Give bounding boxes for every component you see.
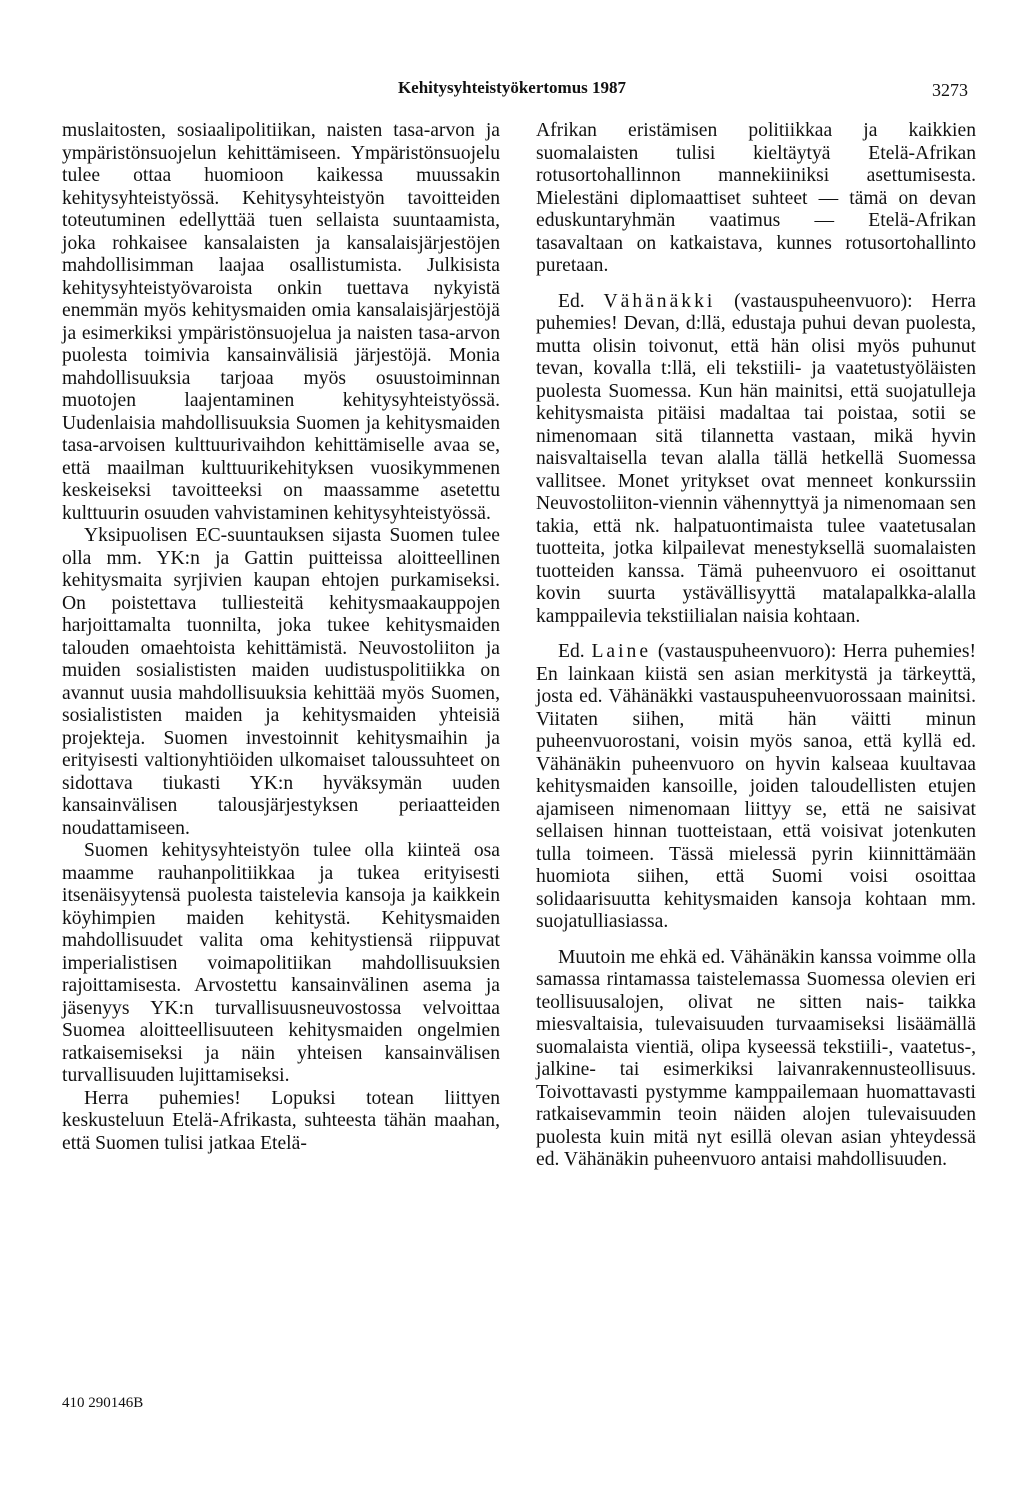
speaker-prefix: Ed. [558,641,585,662]
left-paragraph-3: Suomen kehitysyhteistyön tulee olla kiinteä osa maamme rauhanpolitiikkaa ja tukea erityisesti itsenäisyytensä puolesta taistelevia kansoja ja kaikkein köyhimpien maiden kehitystä. Kehitysmaiden mahdollisuudet valita oma kehitystiensä riippuvat imperialistisen voimapolitiikan mahdollisuuksien rajoittamisesta. Arvostettu kansainvälinen asema ja jäsenyys YK:n turvallisuusneuvostossa velvoittaa Suomea aloitteellisuuteen kehitysmaiden ongelmien ratkaisemiseksi ja näin yhteisen kansainvälisen turvallisuuden lujittamiseksi. [62,840,500,1086]
footer-code: 410 290146B [62,1395,144,1411]
page-number: 3273 [932,80,968,100]
right-column [536,120,976,1172]
speaker-name: Laine [591,641,652,662]
speaker-name: Vähänäkki [603,290,716,312]
left-paragraph-1: muslaitosten, sosiaalipolitiikan, naisten tasa-arvon ja ympäristönsuojelun kehittämiseen. Ympäristönsuojelu tulee ottaa huomioon kaikessa muussakin kehitysyhteistyössä. Kehitysyhteistyön tavoitteiden toteutuminen edellyttää tuen sellaista suuntaamista, joka rohkaisee kansalaisten ja kansalaisjärjestöjen mahdollisimman laajaa osallistumista. Julkisista kehitysyhteistyövaroista onkin tuettava nykyistä enemmän myös kehitysmaiden omia kansalaisjärjestöjä ja esimerkiksi ympäristönsuojelua ja naisten tasa-arvon puolesta toimivia kansainvälisiä järjestöjä. Monia mahdollisuuksia tarjoaa myös osuustoiminnan muotojen laajentaminen kehitysyhteistyössä. Uudenlaisia mahdollisuuksia Suomen ja kehitysmaiden tasa-arvoisen kulttuurivaihdon kehittämiselle avaa se, että maailman kulttuurikehityksen vuosikymmenen keskeiseksi tavoitteeksi on maassamme asetettu kulttuurin osuuden vahvistaminen kehitysyhteistyössä. [62,120,500,524]
left-column [62,120,500,1155]
right-paragraph-3 [536,641,976,934]
right-paragraph-1: Afrikan eristämisen politiikkaa ja kaikkien suomalaisten tulisi kieltäytyä Etelä-Afrikan rotusortohallinnon mannekiiniksi asettumisesta. Mielestäni diplomaattiset suhteet — tämä on devan eduskuntaryhmän vaatimus — Etelä-Afrikan tasavaltaan on katkaistava, kunnes rotusortohallinto puretaan. [536,120,976,276]
speaker-prefix: Ed. [558,290,585,312]
left-paragraph-2: Yksipuolisen EC-suuntauksen sijasta Suomen tulee olla mm. YK:n ja Gattin puitteissa aloitteellinen kehitysmaita syrjivien kaupan ehtojen purkamiseksi. On poistettava tulliesteitä kehitysmaakauppojen harjoittamalta tuonnilta, joka tukee kehitysmaiden talouden omaehtoista kehittämistä. Neuvostoliiton ja muiden sosialististen maiden uudistuspolitiikka on avannut uusia mahdollisuuksia kehittää myös Suomen, sosialististen maiden ja kehitysmaiden yhteisiä projekteja. Suomen investoinnit kehitysmaihin ja erityisesti valtionyhtiöiden ulkomaiset taloussuhteet on sidottava tiukasti YK:n hyväksymän uuden kansainvälisen talousjärjestyksen periaatteiden noudattamiseen. [62,525,500,839]
right-paragraph-2 [536,291,976,629]
speech-text: (vastauspuheenvuoro): Herra puhemies! En lainkaan kiistä sen asian merkitystä ja tärkeyttä, josta ed. Vähänäkki vastauspuheenvuorossaan mainitsi. Viitaten siihen, mitä hän väitti minun puheenvuorostani, voisin myös sanoa, että kyllä ed. Vähänäkin puheenvuoro on hyvin kalseaa kuultavaa kehitysmaiden kansoille, joiden taloudellisten etujen ajamiseen nimenomaan liittyy se, että ne saisivat sellaisen hinnan tuotteistaan, että voisivat jotenkuten tulla toimeen. Tässä mielessä pyrin kiinnittämään huomiota siihen, että Suomi voisi osoittaa solidaarisuutta kehitysmaiden kansoja kohtaan mm. suojatulliasiassa. [536,641,976,932]
running-header: Kehitysyhteistyökertomus 1987 [397,78,627,97]
speech-text: (vastauspuheenvuoro): Herra puhemies! Devan, d:llä, edustaja puhui devan puolesta, mutta olisin toivonut, että hän olisi myös puhunut tevan, kovalla t:llä, eli tekstiili- ja vaatetustyöläisten puolesta Suomessa. Kun hän mainitsi, että suojatulleja kehitysmaista pitäisi madaltaa tai poistaa, sotii se nimenomaan sitä tilannetta vastaan, mikä hyvin naisvaltaisella tevan alalla tällä hetkellä Suomessa vallitsee. Monet yritykset ovat menneet konkurssiin Neuvostoliiton-viennin vähennyttyä ja nimenomaan sen takia, että nk. halpatuontimaista tulee vaatetusalan tuotteita, jotka kilpailevat menestyksellä suomalaisten tuotteiden kanssa. Tämä puheenvuoro ei osoittanut kovin suurta ystävällisyyttä matalapalkka-alalla kamppailevia tekstiilialan naisia kohtaan. [536,290,976,627]
left-paragraph-4: Herra puhemies! Lopuksi totean liittyen keskusteluun Etelä-Afrikasta, suhteesta tähän maahan, että Suomen tulisi jatkaa Etelä- [62,1087,500,1154]
right-paragraph-4: Muutoin me ehkä ed. Vähänäkin kanssa voimme olla samassa rintamassa taistelemassa Suomessa olevien eri teollisuusalojen, olivat ne sitten nais- taikka miesvaltaisia, tulevaisuuden turvaamiseksi lisäämällä suomalaista vientiä, olipa kyseessä tekstiili-, vaatetus-, jalkine- tai esimerkiksi laivanrakennusteollisuus. Toivottavasti pystymme kamppailemaan huomattavasti ratkaisevammin teoin näiden alojen tulevaisuuden puolesta kuin mitä nyt esillä olevan asian yhteydessä ed. Vähänäkin puheenvuoro antaisi mahdollisuuden. [536,946,976,1170]
